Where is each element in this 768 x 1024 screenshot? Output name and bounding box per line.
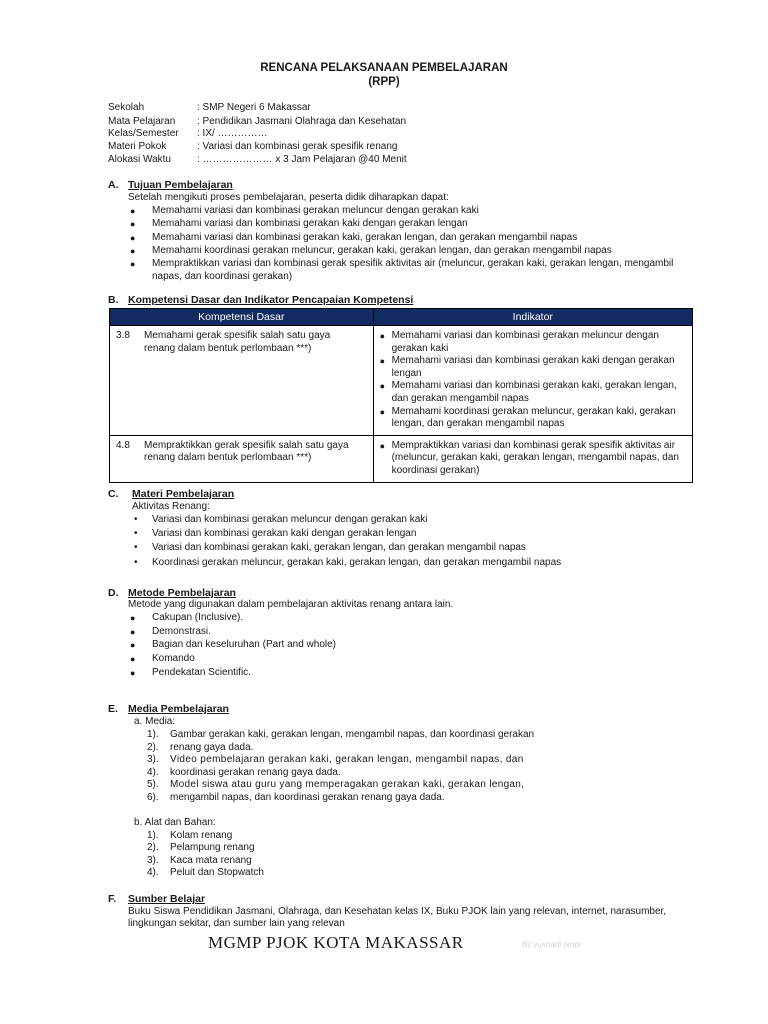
column-header-indicator: Indikator: [373, 309, 692, 326]
list-item: Model siswa atau guru yang memperagakan gerakan kaki, gerakan lengan,: [170, 779, 525, 790]
watermark: By yusnadi ompi: [522, 940, 581, 949]
indicator-item: Memahami koordinasi gerakan meluncur, gerakan kaki, gerakan lengan, dan gerakan mengambil napas: [391, 405, 676, 430]
section-e-letter: E.: [108, 703, 118, 715]
kd-text-continuation: renang dalam bentuk perlombaan ***): [144, 342, 312, 354]
section-a-intro: Setelah mengikuti proses pembelajaran, peserta didik diharapkan dapat:: [128, 192, 449, 203]
kd-text-continuation: renang dalam bentuk perlombaan ***): [144, 452, 312, 464]
section-e-title: Media Pembelajaran: [128, 703, 229, 715]
item-number: 2).: [147, 742, 159, 753]
item-number: 3).: [147, 754, 159, 765]
kd-cell: [110, 326, 374, 436]
kd-text: Memahami gerak spesifik salah satu gaya: [144, 330, 331, 341]
column-header-kd: Kompetensi Dasar: [110, 309, 374, 326]
list-item: Mempraktikkan variasi dan kombinasi gerak spesifik aktivitas air (meluncur, gerakan kaki, gerakan lengan, mengambil: [152, 258, 674, 269]
list-item: Video pembelajaran gerakan kaki, gerakan lengan, mengambil napas, dan: [170, 754, 524, 765]
section-f-text-continuation: lingkungan sekitar, dan sumber lain yang relevan: [128, 918, 345, 929]
bullet-icon: ●: [130, 206, 136, 216]
indicator-cell: [373, 326, 692, 436]
list-item-continuation: napas, dan koordinasi gerakan): [152, 271, 293, 282]
list-item: Memahami variasi dan kombinasi gerakan kaki dengan gerakan lengan: [152, 218, 468, 229]
kd-number: 3.8: [116, 330, 130, 341]
identity-value: : IX/ ……………: [197, 128, 268, 139]
table-row: [110, 435, 693, 482]
identity-label: Mata Pelajaran: [108, 116, 176, 127]
list-item: Memahami variasi dan kombinasi gerakan meluncur dengan gerakan kaki: [152, 205, 479, 216]
section-b-letter: B.: [108, 294, 119, 306]
bullet-icon: •: [134, 514, 138, 525]
list-item: renang gaya dada.: [170, 742, 254, 753]
item-number: 1).: [147, 729, 159, 740]
identity-value: : SMP Negeri 6 Makassar: [197, 102, 311, 113]
section-a-title: Tujuan Pembelajaran: [128, 179, 233, 191]
section-c-letter: C.: [108, 488, 119, 500]
list-item: mengambil napas, dan koordinasi gerakan renang gaya dada.: [170, 792, 445, 803]
bullet-icon: •: [134, 542, 138, 553]
document-title: RENCANA PELAKSANAAN PEMBELAJARAN: [260, 62, 508, 74]
bullet-icon: ●: [130, 627, 136, 637]
kd-number: 4.8: [116, 439, 130, 451]
bullet-icon: ●: [379, 440, 386, 451]
item-number: 4).: [147, 867, 159, 878]
bullet-icon: ●: [130, 640, 136, 650]
list-item: Komando: [152, 653, 195, 664]
item-number: 6).: [147, 792, 159, 803]
item-number: 3).: [147, 855, 159, 866]
section-c-title: Materi Pembelajaran: [132, 488, 235, 500]
kd-text: Mempraktikkan gerak spesifik salah satu gaya: [144, 439, 349, 451]
bullet-icon: ●: [379, 406, 386, 417]
identity-label: Alokasi Waktu: [108, 154, 171, 165]
indicator-item: Memahami variasi dan kombinasi gerakan kaki dengan gerakan lengan: [391, 355, 675, 379]
bullet-icon: •: [134, 528, 138, 539]
bullet-icon: ●: [130, 613, 136, 623]
footer-label: MGMP PJOK KOTA MAKASSAR: [208, 933, 464, 952]
item-number: 4).: [147, 767, 159, 778]
bullet-icon: ●: [130, 654, 136, 664]
list-item: koordinasi gerakan renang gaya dada.: [170, 767, 341, 778]
bullet-icon: ●: [130, 246, 136, 256]
list-item: Pelampung renang: [170, 842, 255, 853]
item-number: 1).: [147, 830, 159, 841]
identity-label: Sekolah: [108, 102, 145, 113]
tools-label: b. Alat dan Bahan:: [134, 817, 216, 828]
kd-cell: [110, 435, 374, 482]
bullet-icon: ●: [130, 259, 136, 269]
section-c-intro: Aktivitas Renang:: [132, 501, 210, 512]
indicator-item: Mempraktikkan variasi dan kombinasi gerak spesifik aktivitas air (meluncur, gerakan kaki, gerakan lengan, mengambil napas, dan koordinasi gerakan): [391, 439, 679, 476]
section-d-title: Metode Pembelajaran: [128, 587, 236, 599]
bullet-icon: ●: [130, 219, 136, 229]
indicator-item: Memahami variasi dan kombinasi gerakan meluncur dengan gerakan kaki: [391, 330, 659, 354]
bullet-icon: ●: [379, 331, 386, 341]
item-number: 2).: [147, 842, 159, 853]
section-b-title: Kompetensi Dasar dan Indikator Pencapaian Kompetensi: [128, 294, 414, 306]
list-item: Memahami variasi dan kombinasi gerakan kaki, gerakan lengan, dan gerakan mengambil napas: [152, 232, 578, 243]
indicator-item: Memahami variasi dan kombinasi gerakan kaki, gerakan lengan, dan gerakan mengambil napas: [391, 380, 677, 404]
list-item: Kaca mata renang: [170, 855, 252, 866]
competency-table: [109, 308, 693, 483]
section-f-title: Sumber Belajar: [128, 893, 206, 905]
bullet-icon: •: [134, 557, 138, 568]
identity-value: : Variasi dan kombinasi gerak spesifik renang: [197, 141, 398, 152]
list-item: Demonstrasi.: [152, 626, 211, 637]
list-item: Bagian dan keseluruhan (Part and whole): [152, 639, 337, 650]
list-item: Variasi dan kombinasi gerakan kaki, gerakan lengan, dan gerakan mengambil napas: [152, 542, 526, 553]
list-item: Gambar gerakan kaki, gerakan lengan, mengambil napas, dan koordinasi gerakan: [170, 729, 535, 740]
section-f-letter: F.: [108, 893, 117, 905]
section-d-intro: Metode yang digunakan dalam pembelajaran aktivitas renang antara lain.: [128, 599, 454, 610]
bullet-icon: ●: [379, 356, 386, 367]
indicator-cell: [373, 435, 692, 482]
document-subtitle: (RPP): [368, 76, 400, 88]
identity-label: Materi Pokok: [108, 141, 167, 152]
section-d-letter: D.: [108, 587, 119, 599]
item-number: 5).: [147, 779, 159, 790]
list-item: Cakupan (Inclusive).: [152, 612, 244, 623]
media-label: a. Media:: [134, 716, 176, 727]
list-item: Pendekatan Scientific.: [152, 667, 251, 678]
bullet-icon: ●: [130, 233, 136, 243]
list-item: Variasi dan kombinasi gerakan meluncur dengan gerakan kaki: [152, 514, 428, 525]
section-f-text: Buku Siswa Pendidikan Jasmani, Olahraga, dan Kesehatan kelas IX, Buku PJOK lain yang relevan, internet, narasumber,: [128, 906, 667, 917]
section-a-letter: A.: [108, 179, 119, 191]
table-row: [110, 326, 693, 436]
identity-label: Kelas/Semester: [108, 128, 179, 139]
identity-value: : ………………… x 3 Jam Pelajaran @40 Menit: [197, 154, 407, 165]
list-item: Peluit dan Stopwatch: [170, 867, 264, 878]
list-item: Memahami koordinasi gerakan meluncur, gerakan kaki, gerakan lengan, dan gerakan mengambil napas: [152, 245, 612, 256]
list-item: Kolam renang: [170, 830, 233, 841]
list-item: Variasi dan kombinasi gerakan kaki dengan gerakan lengan: [152, 528, 417, 539]
bullet-icon: ●: [379, 381, 386, 392]
list-item: Koordinasi gerakan meluncur, gerakan kaki, gerakan lengan, dan gerakan mengambil napas: [152, 557, 562, 568]
identity-value: : Pendidikan Jasmani Olahraga dan Kesehatan: [197, 116, 407, 127]
bullet-icon: ●: [130, 668, 136, 678]
